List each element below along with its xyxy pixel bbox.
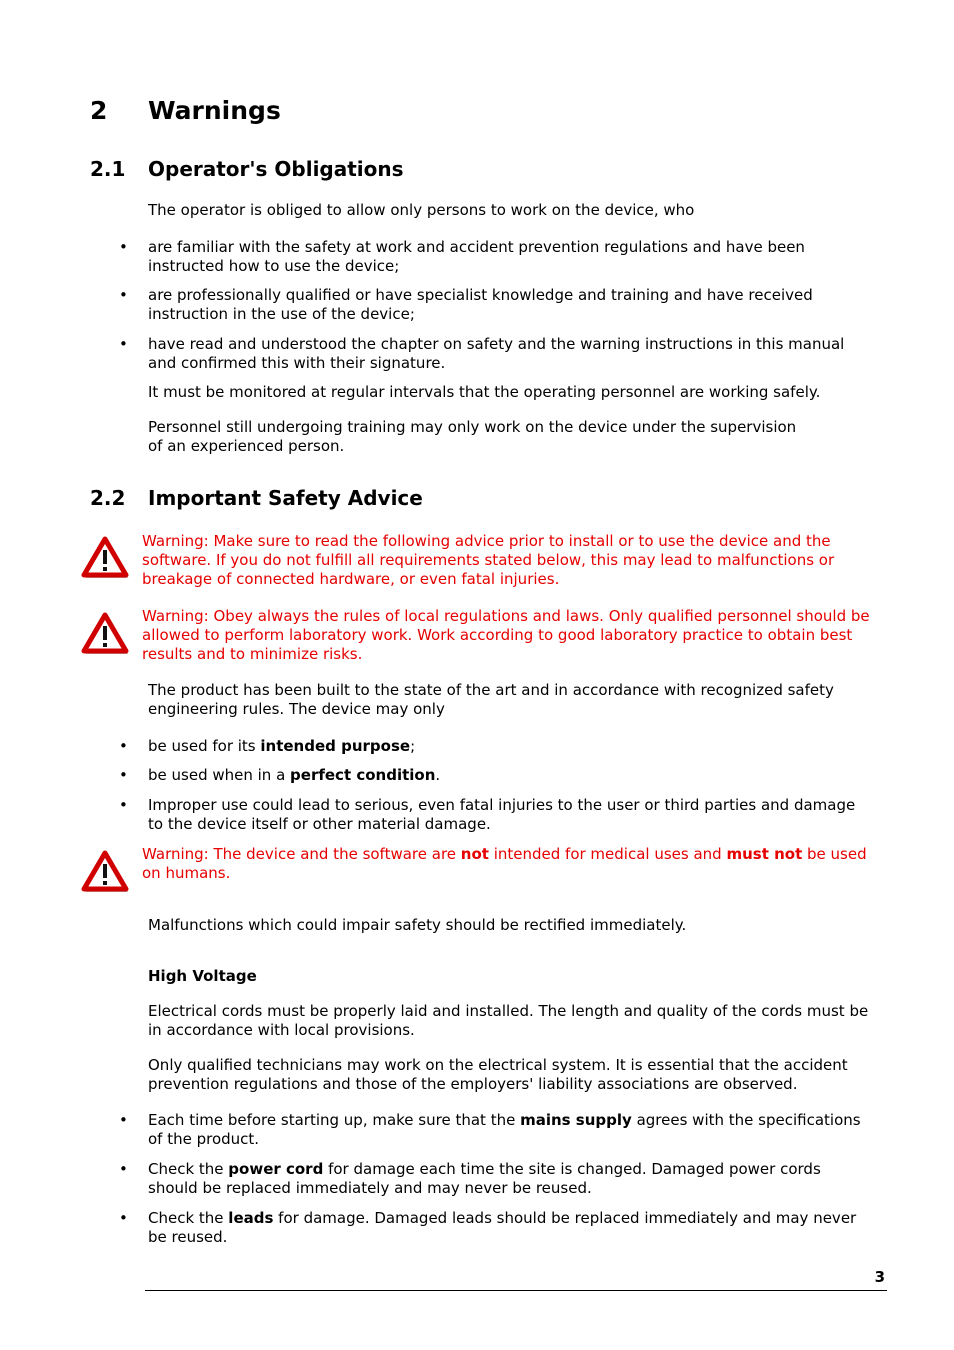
warning-text: Warning: Obey always the rules of local regulations and laws. Only qualified personnel should be allowed to perform laboratory work. Work according to good laboratory practice to obtain best results and to minimize risks.: [142, 607, 870, 663]
warning-text-part: intended for medical uses and: [488, 845, 727, 863]
item-text: for damage. Damaged leads should be replaced immediately and may never be reused.: [148, 1209, 857, 1246]
item-text: Each time before starting up, make sure that the: [148, 1111, 521, 1129]
item-text: be used when in a: [148, 766, 291, 784]
item-text: .: [435, 766, 441, 784]
chapter-title: Warnings: [148, 96, 281, 125]
bullet-icon: •: [119, 1209, 128, 1227]
item-emphasis: intended purpose: [260, 737, 411, 755]
section-title: Important Safety Advice: [148, 486, 423, 510]
section-number: 2.2: [90, 486, 126, 510]
list-item: [148, 766, 873, 785]
bullet-icon: •: [119, 1160, 128, 1178]
training-line: Personnel still undergoing training may only work on the device under the supervision: [148, 418, 797, 436]
warning-triangle-icon: [81, 612, 129, 656]
training-paragraph: [148, 418, 873, 456]
malfunctions-paragraph: Malfunctions which could impair safety should be rectified immediately.: [148, 916, 687, 934]
list-item: [148, 1111, 873, 1149]
page-number: 3: [874, 1268, 885, 1286]
warning-emphasis: must not: [726, 845, 803, 863]
bullet-icon: •: [119, 766, 128, 784]
item-text: Check the: [148, 1209, 229, 1227]
warning-text-part: Warning: The device and the software are: [142, 845, 461, 863]
item-text: agrees with the specifications of the product.: [148, 1111, 861, 1148]
warning-triangle-icon: [81, 850, 129, 894]
product-paragraph: The product has been built to the state of the art and in accordance with recognized safety engineering rules. The device may only: [148, 681, 834, 718]
bullet-icon: •: [119, 796, 128, 814]
item-text: for damage each time the site is changed. Damaged power cords should be replaced immediately and may never be reused.: [148, 1160, 821, 1197]
item-emphasis: power cord: [228, 1160, 324, 1178]
warning-text: Warning: Make sure to read the following advice prior to install or to use the device and the software. If you do not fulfill all requirements stated below, this may lead to malfunctions or breakage of connected hardware, or even fatal injuries.: [142, 532, 835, 588]
section-number: 2.1: [90, 157, 126, 181]
bullet-icon: •: [119, 335, 128, 353]
list-item: [148, 1209, 873, 1247]
warning-text-part: be used on humans.: [142, 845, 867, 882]
item-emphasis: mains supply: [520, 1111, 632, 1129]
list-item: [148, 1160, 873, 1198]
warning-emphasis: not: [460, 845, 489, 863]
item-text: be used for its: [148, 737, 261, 755]
section-title: Operator's Obligations: [148, 157, 404, 181]
list-item: are familiar with the safety at work and accident prevention regulations and have been instructed how to use the device;: [148, 238, 805, 275]
list-item: have read and understood the chapter on safety and the warning instructions in this manual and confirmed this with their signature.: [148, 335, 845, 372]
list-item: Improper use could lead to serious, even fatal injuries to the user or third parties and damage to the device itself or other material damage.: [148, 796, 856, 833]
monitoring-paragraph: It must be monitored at regular intervals that the operating personnel are working safely.: [148, 383, 821, 401]
technicians-paragraph: Only qualified technicians may work on the electrical system. It is essential that the accident prevention regulations and those of the employers' liability associations are observed.: [148, 1056, 848, 1093]
footer-rule: [145, 1290, 887, 1291]
item-text: Check the: [148, 1160, 229, 1178]
cords-paragraph: Electrical cords must be properly laid and installed. The length and quality of the cords must be in accordance with local provisions.: [148, 1002, 869, 1039]
item-text: ;: [410, 737, 416, 755]
subheading-high-voltage: High Voltage: [148, 967, 257, 985]
bullet-icon: •: [119, 286, 128, 304]
warning-triangle-icon: [81, 536, 129, 580]
item-emphasis: leads: [228, 1209, 274, 1227]
bullet-icon: •: [119, 1111, 128, 1129]
item-emphasis: perfect condition: [290, 766, 436, 784]
list-item: are professionally qualified or have specialist knowledge and training and have received instruction in the use of the device;: [148, 286, 813, 323]
list-item: [148, 737, 873, 756]
bullet-icon: •: [119, 737, 128, 755]
warning-text: [142, 845, 872, 883]
bullet-icon: •: [119, 238, 128, 256]
chapter-number: 2: [90, 96, 108, 125]
obligations-intro: The operator is obliged to allow only persons to work on the device, who: [148, 201, 695, 219]
training-line: of an experienced person.: [148, 437, 345, 455]
